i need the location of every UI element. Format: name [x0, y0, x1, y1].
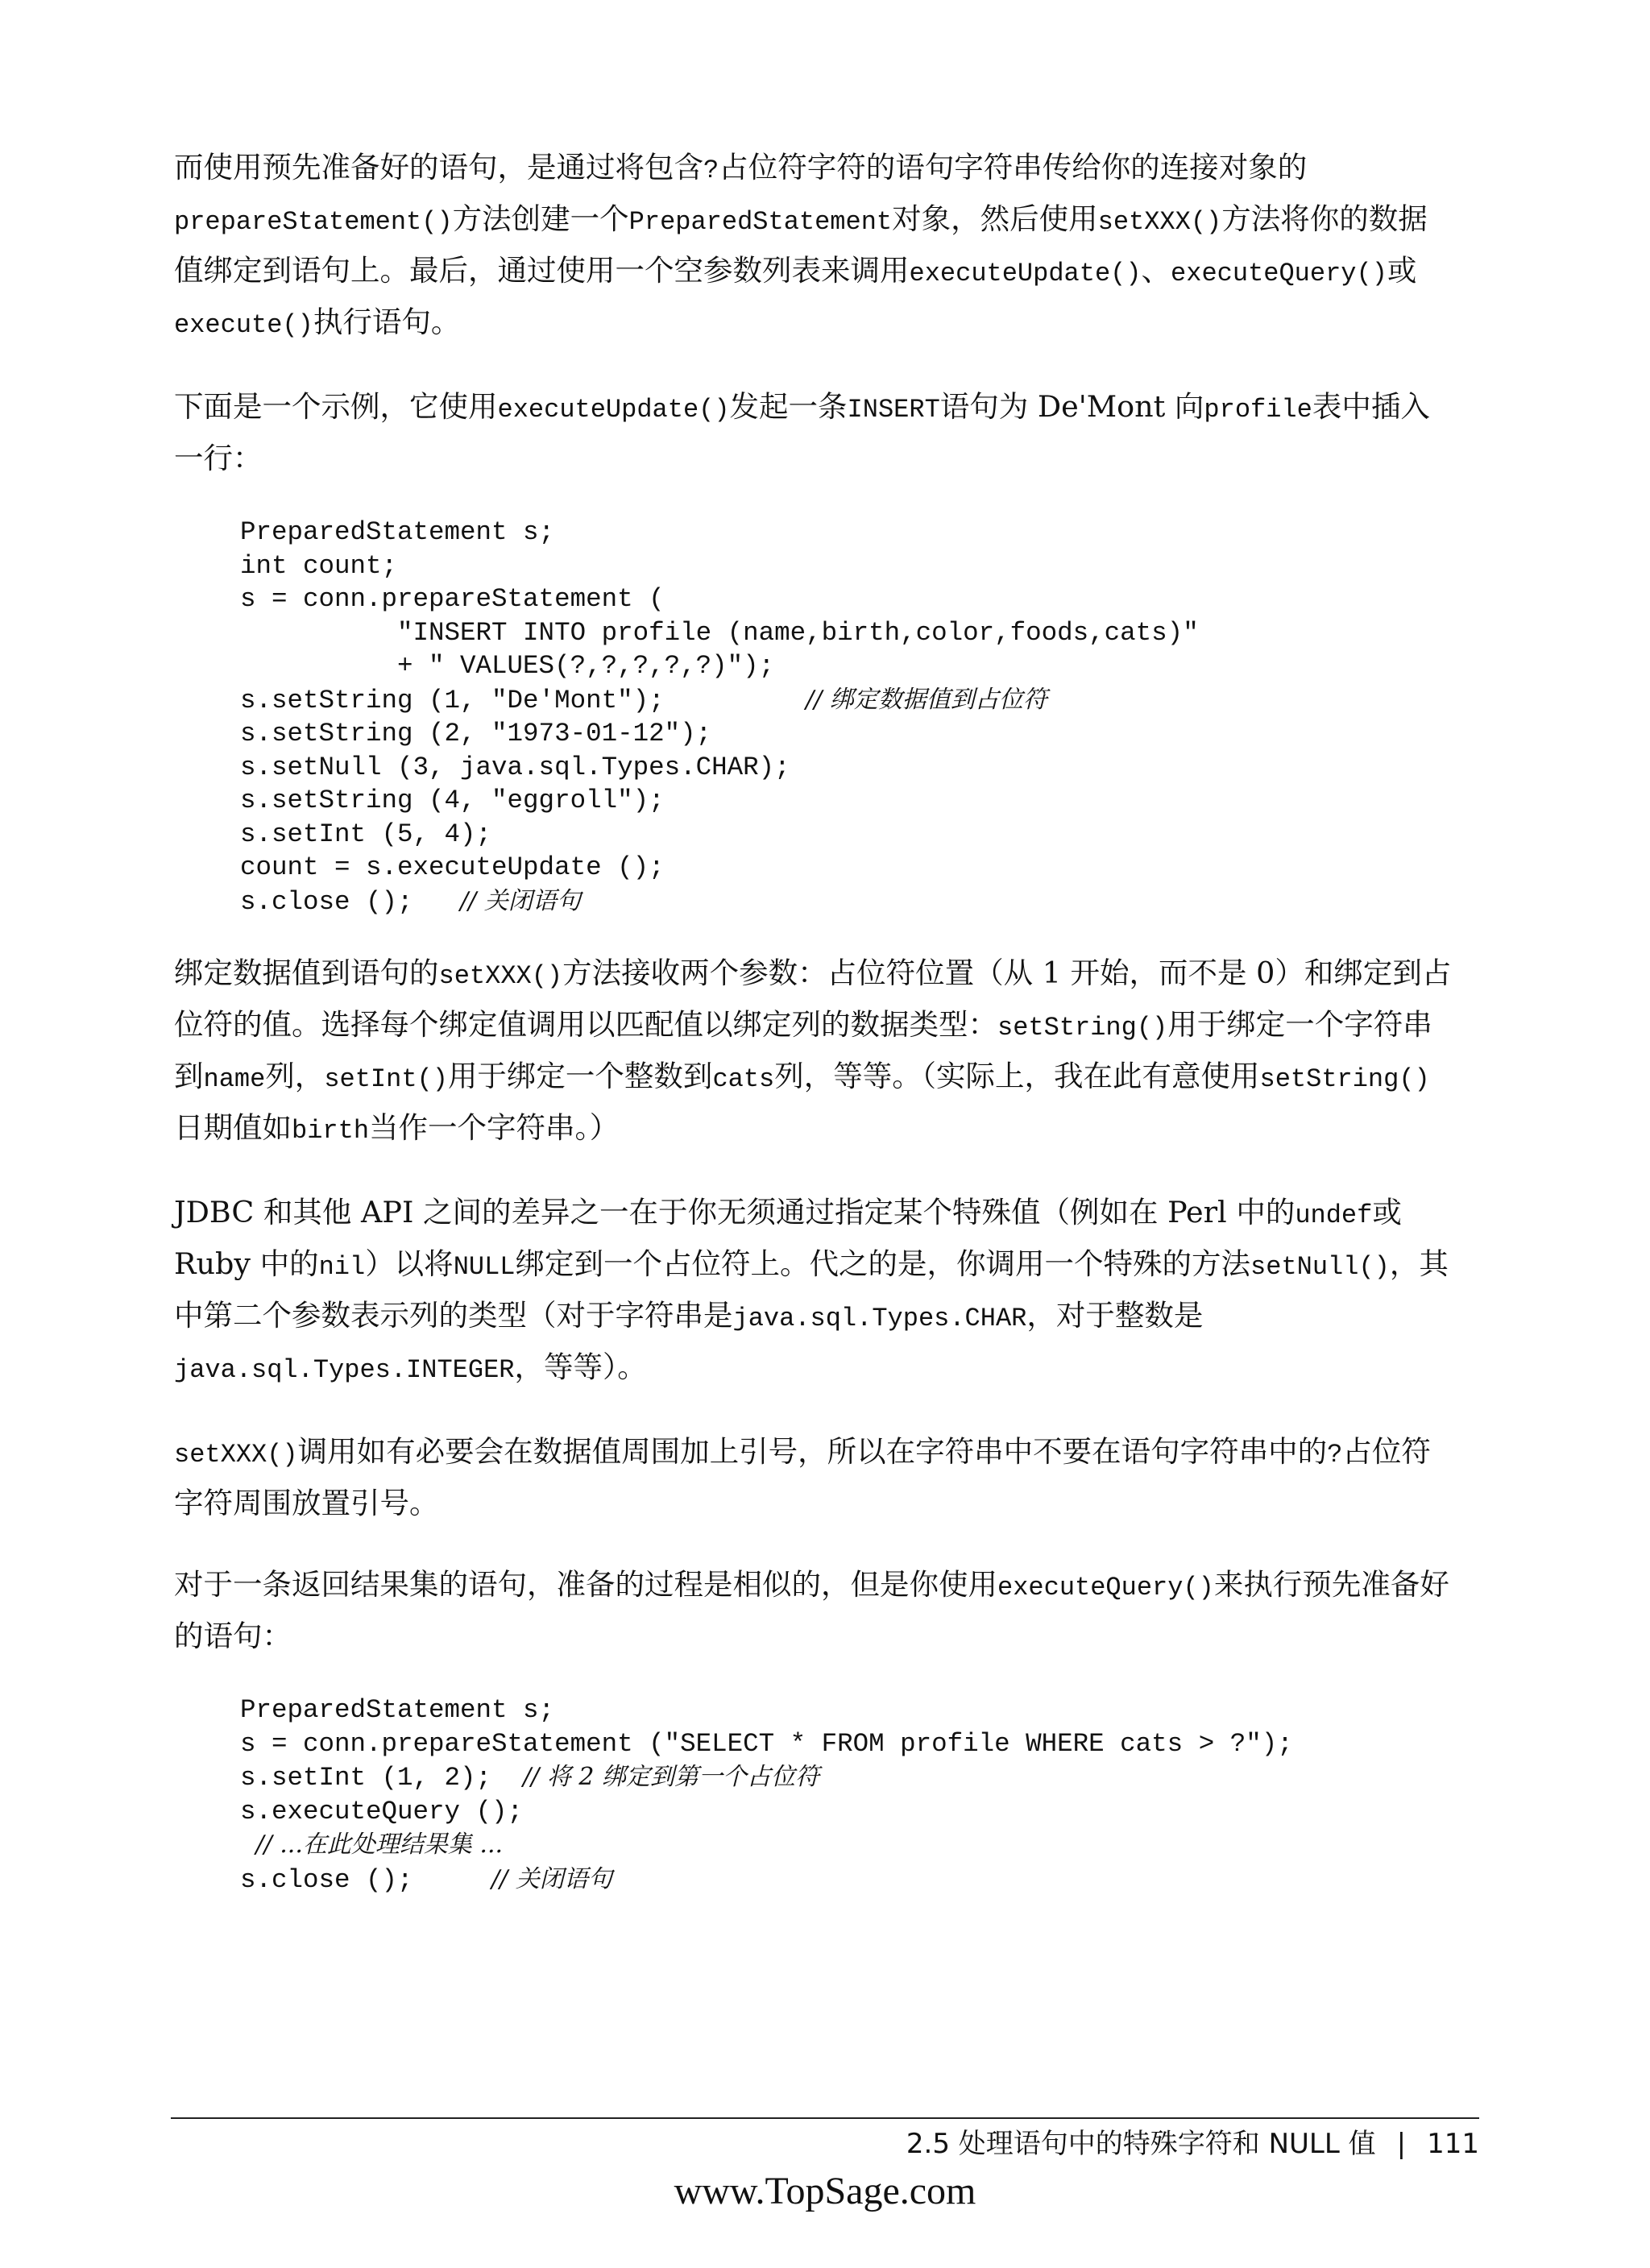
text-run: 对于一条返回结果集的语句，准备的过程是相似的，但是你使用 [174, 1567, 997, 1602]
code-line [240, 786, 665, 815]
text-run: 用于绑定一个字符串到 [174, 1007, 1432, 1093]
text-run: 而使用预先准备好的语句，是通过将包含 [174, 150, 703, 185]
text-run: 对象，然后使用 [892, 201, 1098, 236]
page-body [174, 143, 1453, 1927]
text-run: 列，等等。（实际上，我在此有意使用 [774, 1059, 1260, 1093]
code-text: + " VALUES(?,?,?,?,?)"); [240, 651, 775, 681]
code-text: count = s.executeUpdate (); [240, 852, 665, 882]
code-padding [413, 887, 461, 917]
code-line [240, 1729, 1293, 1759]
text-run: 或 Ruby 中的 [174, 1195, 1402, 1281]
inline-code: executeQuery() [997, 1573, 1214, 1603]
website-url: www.TopSage.com [674, 2170, 976, 2212]
inline-code: ? [703, 155, 719, 185]
text-run: 来执行预先准备好的语句： [174, 1567, 1449, 1653]
inline-code: java.sql.Types.INTEGER [174, 1355, 515, 1385]
inline-code: cats [712, 1064, 775, 1094]
text-run: 方法创建一个 [452, 201, 629, 236]
text-run: ，等等）。 [514, 1350, 647, 1384]
code-line [240, 1865, 612, 1895]
text-run: 、 [1141, 253, 1171, 288]
code-comment: // 关闭语句 [491, 1864, 612, 1893]
inline-code: setInt() [324, 1064, 448, 1094]
code-comment: // 绑定数据值到占位符 [806, 685, 1047, 714]
page-number: 111 [1427, 2128, 1479, 2160]
code-line [240, 1831, 503, 1860]
text-run: 表中插入一行： [174, 389, 1430, 475]
inline-code: executeUpdate() [497, 395, 730, 425]
text-run: 占位符字符周围放置引号。 [174, 1434, 1431, 1520]
text-run: 列， [265, 1059, 325, 1093]
code-text: int count; [240, 550, 398, 581]
code-comment: // ...在此处理结果集 ... [255, 1831, 504, 1859]
code-line [240, 618, 1199, 648]
text-run: ）以将 [365, 1246, 454, 1281]
inline-code: setXXX() [174, 1440, 298, 1470]
text-run: 调用如有必要会在数据值周围加上引号，所以在字符串中不要在语句字符串中的 [297, 1434, 1328, 1469]
text-run: 绑定到一个占位符上。代之的是，你调用一个特殊的方法 [515, 1246, 1250, 1281]
code-text: PreparedStatement s; [240, 517, 555, 547]
paragraph-setxxx-methods [174, 949, 1453, 1155]
inline-code: PreparedStatement [628, 207, 893, 237]
inline-code: executeQuery() [1171, 259, 1387, 288]
footer-separator: | [1396, 2128, 1407, 2160]
code-comment: // 将 2 绑定到第一个占位符 [523, 1763, 819, 1791]
code-padding [491, 1763, 523, 1793]
code-line [240, 719, 711, 748]
paragraph-prepared-statements [174, 143, 1453, 350]
code-line [240, 753, 790, 782]
text-run: 或 [1387, 253, 1417, 288]
code-text: s.close (); [240, 1864, 413, 1895]
inline-code: setXXX() [438, 961, 563, 991]
code-text: s = conn.prepareStatement ("SELECT * FROM profile WHERE cats > ?"); [240, 1728, 1293, 1759]
code-text: s.setString (4, "eggroll"); [240, 786, 665, 815]
code-padding [665, 686, 806, 715]
code-text: s = conn.prepareStatement ( [240, 584, 665, 614]
running-footer [906, 2125, 1479, 2163]
code-text: s.setString (2, "1973-01-12"); [240, 719, 712, 748]
inline-code: execute() [174, 310, 313, 340]
text-run: ，其中第二个参数表示列的类型（对于字符串是 [174, 1246, 1449, 1333]
text-run: JDBC 和其他 API 之间的差异之一在于你无须通过指定某个特殊值（例如在 Perl 中的 [174, 1195, 1296, 1229]
code-text: s.executeQuery (); [240, 1796, 524, 1826]
inline-code: setNull() [1250, 1252, 1390, 1282]
code-comment: // 关闭语句 [460, 886, 581, 915]
text-run: 发起一条 [729, 389, 848, 424]
inline-code: prepareStatement() [174, 207, 453, 237]
text-run: 下面是一个示例，它使用 [174, 389, 498, 424]
code-text: s.setString (1, "De'Mont"); [240, 685, 665, 715]
code-text: s.close (); [240, 886, 413, 917]
code-line [240, 651, 774, 681]
code-text: s.setNull (3, java.sql.Types.CHAR); [240, 752, 790, 782]
inline-code: setString() [997, 1013, 1168, 1043]
footer-rule [171, 2117, 1479, 2119]
code-text: s.setInt (5, 4); [240, 819, 492, 849]
inline-code: nil [318, 1252, 366, 1282]
code-padding [413, 1865, 492, 1895]
inline-code: setXXX() [1097, 207, 1222, 237]
code-block-insert [240, 516, 1453, 918]
code-line [240, 852, 665, 882]
inline-code: birth [292, 1116, 370, 1146]
text-run: 用于绑定一个整数到 [447, 1059, 713, 1093]
code-line [240, 1695, 554, 1725]
text-run: 日期值如 [174, 1110, 292, 1145]
code-line [240, 1763, 819, 1793]
code-line [240, 686, 1047, 715]
code-line [240, 584, 665, 614]
code-line [240, 517, 554, 547]
text-run: 绑定数据值到语句的 [174, 956, 439, 990]
code-block-select [240, 1694, 1453, 1897]
code-line [240, 1797, 523, 1826]
inline-code: name [203, 1064, 266, 1094]
text-run: 方法将你的数据值绑定到语句上。最后，通过使用一个空参数列表来调用 [174, 201, 1428, 288]
text-run: 语句为 De'Mont 向 [939, 389, 1204, 424]
inline-code: executeUpdate() [909, 259, 1142, 288]
text-run: 当作一个字符串。） [369, 1110, 620, 1145]
code-text: PreparedStatement s; [240, 1695, 555, 1725]
inline-code: java.sql.Types.CHAR [732, 1304, 1027, 1333]
code-text: "INSERT INTO profile (name,birth,color,foods,cats)" [240, 617, 1199, 648]
inline-code: undef [1295, 1200, 1373, 1230]
inline-code: setString() [1259, 1064, 1430, 1094]
code-line [240, 551, 397, 581]
inline-code: INSERT [847, 395, 940, 425]
paragraph-jdbc-null [174, 1188, 1453, 1395]
inline-code: NULL [453, 1252, 516, 1282]
code-padding [240, 1831, 256, 1860]
inline-code: ? [1327, 1440, 1343, 1470]
paragraph-insert-example-intro [174, 383, 1453, 483]
text-run: ，对于整数是 [1026, 1298, 1204, 1333]
code-text: s.setInt (1, 2); [240, 1763, 492, 1793]
text-run: 执行语句。 [313, 305, 461, 339]
inline-code: profile [1204, 395, 1312, 425]
code-line [240, 819, 491, 849]
code-line [240, 887, 581, 917]
text-run: 占位符字符的语句字符串传给你的连接对象的 [719, 150, 1308, 185]
paragraph-quoting [174, 1428, 1453, 1528]
footer-section-title: 2.5 处理语句中的特殊字符和 NULL 值 [906, 2128, 1376, 2160]
text-run: 方法接收两个参数：占位符位置（从 1 开始，而不是 0）和绑定到占位符的值。选择每个绑定值调用以匹配值以绑定列的数据类型： [174, 956, 1452, 1042]
paragraph-query-example-intro [174, 1561, 1453, 1661]
